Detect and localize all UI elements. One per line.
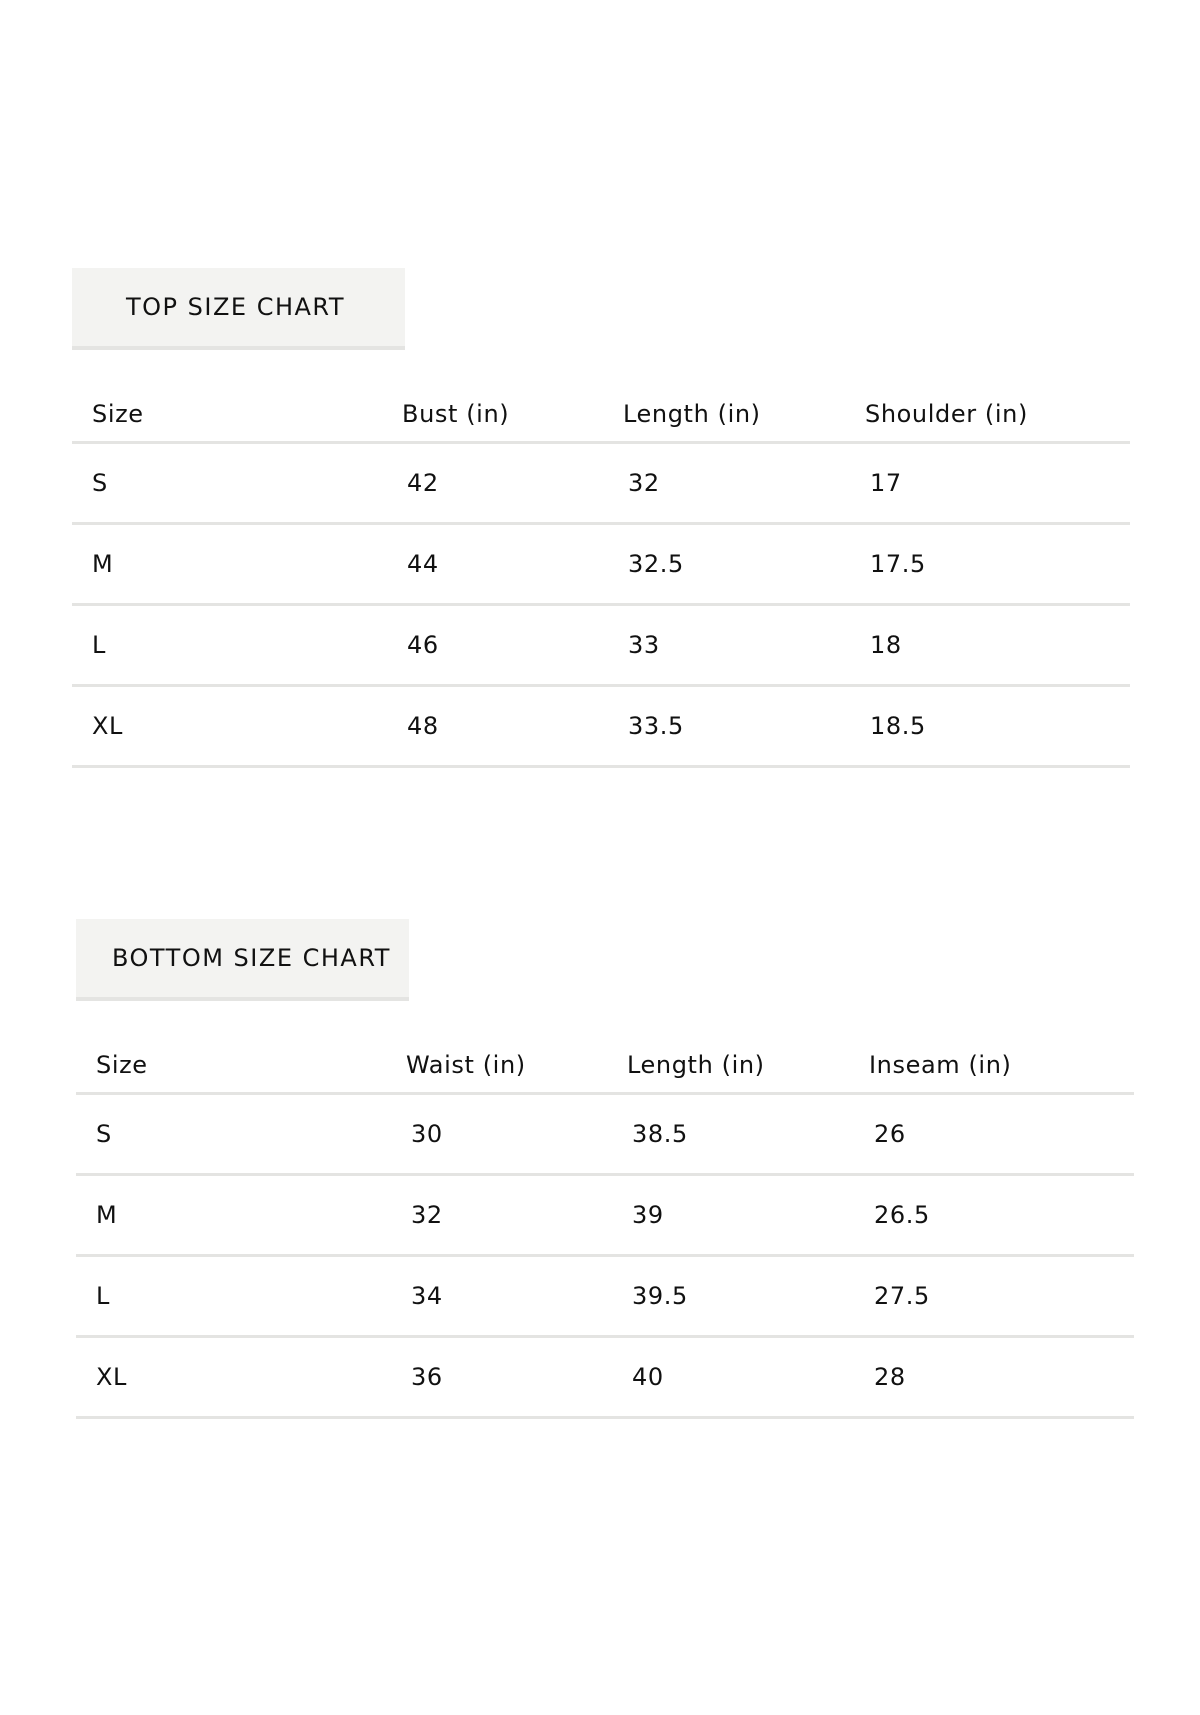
- shoulder-cell: 18.5: [865, 685, 1130, 766]
- column-header-shoulder: Shoulder (in): [865, 376, 1130, 442]
- inseam-cell: 26: [869, 1093, 1134, 1174]
- shoulder-cell: 17: [865, 442, 1130, 523]
- top-chart-title-tab: [72, 268, 405, 350]
- length-cell: 32.5: [623, 523, 865, 604]
- column-header-inseam: Inseam (in): [869, 1027, 1134, 1093]
- inseam-cell: 28: [869, 1336, 1134, 1417]
- length-cell: 33: [623, 604, 865, 685]
- bottom-size-table: [76, 1027, 1134, 1419]
- bust-cell: 42: [402, 442, 623, 523]
- column-header-length: Length (in): [623, 376, 865, 442]
- table-row: [76, 1093, 1134, 1174]
- waist-cell: 32: [406, 1174, 627, 1255]
- size-cell: XL: [76, 1336, 406, 1417]
- size-cell: S: [76, 1093, 406, 1174]
- inseam-cell: 26.5: [869, 1174, 1134, 1255]
- column-header-bust: Bust (in): [402, 376, 623, 442]
- table-header-row: [72, 376, 1130, 442]
- top-chart-title: TOP SIZE CHART: [126, 293, 346, 321]
- table-header-row: [76, 1027, 1134, 1093]
- bust-cell: 46: [402, 604, 623, 685]
- shoulder-cell: 17.5: [865, 523, 1130, 604]
- table-row: [72, 685, 1130, 766]
- size-cell: XL: [72, 685, 402, 766]
- column-header-length: Length (in): [627, 1027, 869, 1093]
- waist-cell: 36: [406, 1336, 627, 1417]
- length-cell: 39.5: [627, 1255, 869, 1336]
- bottom-size-chart: [76, 919, 1134, 1419]
- column-header-waist: Waist (in): [406, 1027, 627, 1093]
- size-cell: S: [72, 442, 402, 523]
- bust-cell: 48: [402, 685, 623, 766]
- table-row: [76, 1255, 1134, 1336]
- bust-cell: 44: [402, 523, 623, 604]
- waist-cell: 30: [406, 1093, 627, 1174]
- waist-cell: 34: [406, 1255, 627, 1336]
- top-size-chart: [72, 268, 1130, 768]
- inseam-cell: 27.5: [869, 1255, 1134, 1336]
- size-cell: L: [72, 604, 402, 685]
- shoulder-cell: 18: [865, 604, 1130, 685]
- size-cell: M: [76, 1174, 406, 1255]
- length-cell: 32: [623, 442, 865, 523]
- column-header-size: Size: [72, 376, 402, 442]
- table-row: [76, 1336, 1134, 1417]
- size-cell: L: [76, 1255, 406, 1336]
- bottom-chart-title-tab: [76, 919, 409, 1001]
- table-row: [76, 1174, 1134, 1255]
- length-cell: 33.5: [623, 685, 865, 766]
- length-cell: 38.5: [627, 1093, 869, 1174]
- length-cell: 40: [627, 1336, 869, 1417]
- length-cell: 39: [627, 1174, 869, 1255]
- size-cell: M: [72, 523, 402, 604]
- table-row: [72, 442, 1130, 523]
- column-header-size: Size: [76, 1027, 406, 1093]
- table-row: [72, 604, 1130, 685]
- table-row: [72, 523, 1130, 604]
- top-size-table: [72, 376, 1130, 768]
- bottom-chart-title: BOTTOM SIZE CHART: [112, 944, 391, 972]
